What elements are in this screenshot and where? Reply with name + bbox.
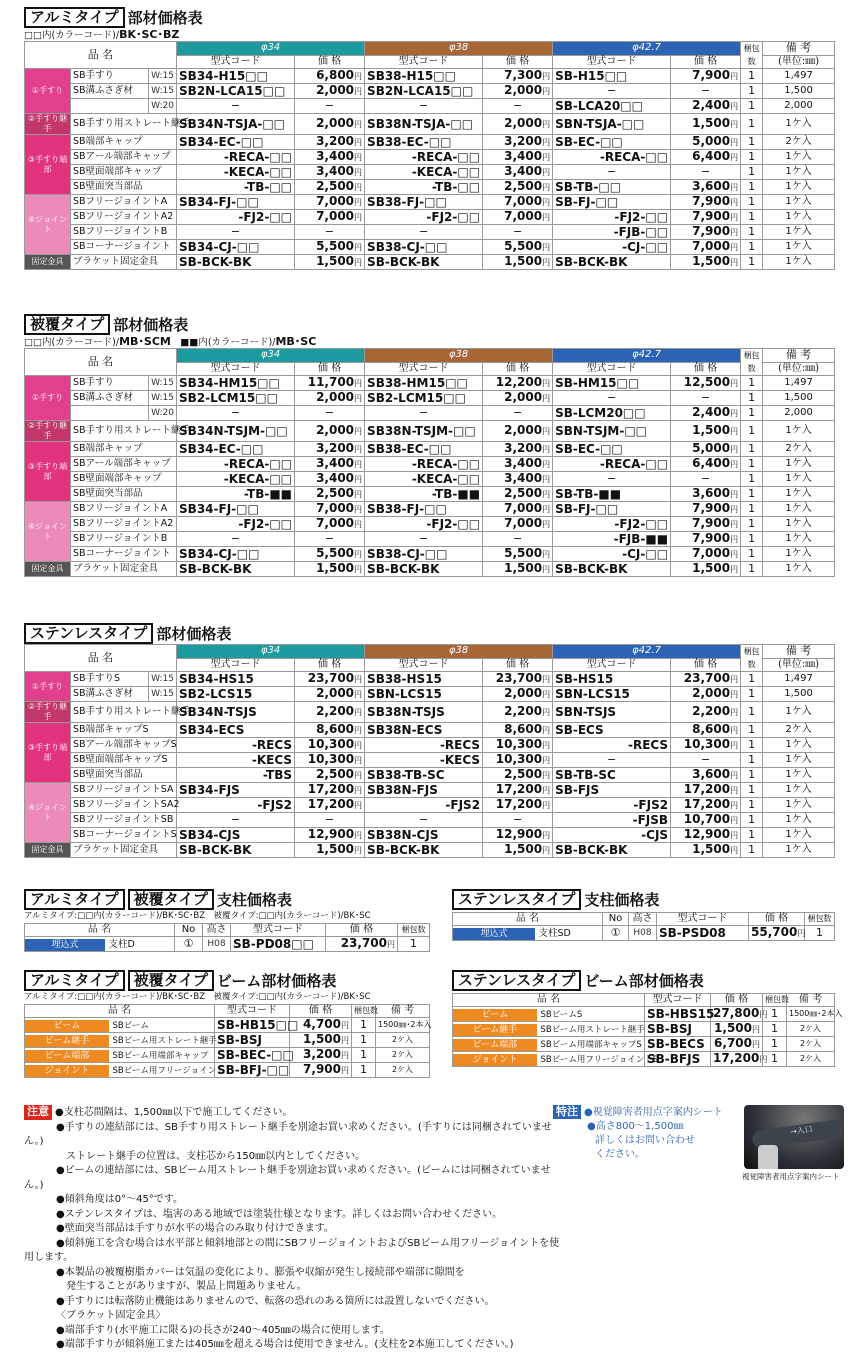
beam-s-section xyxy=(452,969,843,1067)
table-row: SB溝ふさぎ材 W:15 SB2N-LCA15□□ 2,000円 SB2N-LCA15□□ 2,000円 − − 1 1,500 xyxy=(25,84,835,99)
group-label: ①手すり xyxy=(25,376,71,421)
table-row: ビーム端部 SBビーム用端部キャップS SB-BECS 6,700円 1 2ケ入 xyxy=(453,1037,835,1052)
type-tag: ビーム継手 xyxy=(25,1035,109,1047)
table-row: ビーム継手 SBビーム用ストレート継手 SB-BSJ 1,500円 1 2ケ入 xyxy=(25,1033,430,1048)
photo-caption: 視覚障害者用点字案内シート xyxy=(742,1172,840,1181)
table-row: ①手すり SB手すり W:15 SB34-H15□□ 6,800円 SB38-H15□□ 7,300円 SB-H15□□ 7,900円 1 1,497 xyxy=(25,69,835,84)
notes-list xyxy=(24,1105,564,1353)
section-heading: 被覆タイプ 部材価格表 xyxy=(24,313,834,335)
group-label: ②手すり継手 xyxy=(25,421,71,442)
section-heading: アルミタイプ 部材価格表 xyxy=(24,6,834,28)
table-row: SB溝ふさぎ材 W:15 SB2-LCS15 2,000円 SBN-LCS15 2,000円 SBN-LCS15 2,000円 1 1,500 xyxy=(25,687,835,702)
table-row: ④ジョイント SBフリージョイントA SB34-FJ-□□ 7,000円 SB38-FJ-□□ 7,000円 SB-FJ-□□ 7,900円 1 1ケ入 xyxy=(25,195,835,210)
group-label: ③手すり端部 xyxy=(25,135,71,195)
type-tag: ビーム継手 xyxy=(453,1024,537,1036)
alu-section xyxy=(24,6,834,270)
note-line: ●本製品の被覆樹脂カバーは気温の変化により、膨張や収縮が発生し接続部や端部に隙間を xyxy=(56,1266,465,1278)
type-tag: ビーム端部 xyxy=(25,1050,109,1062)
note-line: 注意 ●支柱芯間隔は、1,500㎜以下で施工してください。 xyxy=(24,1105,564,1121)
special-order-box: 特注 ●視覚障害者用点字案内シート ●高さ800〜1,500㎜ 詳しくはお問い合わせ ください。 xyxy=(553,1105,728,1162)
table-row: SBフリージョイントB − − − − -FJB-■■ 7,900円 1 1ケ入 xyxy=(25,532,835,547)
table-row: 固定金具 ブラケット固定金具 SB-BCK-BK 1,500円 SB-BCK-BK 1,500円 SB-BCK-BK 1,500円 1 1ケ入 xyxy=(25,562,835,577)
type-tag: 埋込式 xyxy=(25,939,105,951)
post-s-section xyxy=(452,888,834,941)
table-row: 固定金具 ブラケット固定金具 SB-BCK-BK 1,500円 SB-BCK-BK 1,500円 SB-BCK-BK 1,500円 1 1ケ入 xyxy=(25,843,835,858)
group-label: ③手すり端部 xyxy=(25,442,71,502)
group-label: ②手すり継手 xyxy=(25,702,71,723)
price-table: 品 名 φ34 φ38 φ42.7 梱包数 備 考 型式コード 価 格 型式コード 価 格 型式コード 価 格 (単位:㎜) ①手すり SB手すり W:15 SB34-H15□□ 6,800円 SB38-H15□□ 7,300円 SB-H15□□ 7,900円 1 1,497 SB溝ふさぎ材 W:15 SB2N-LCA15□□ 2,000円 SB2N-LCA15□□ 2,000円 − − 1 1,500 W:20 − − − − SB-LCA20□□ 2,400円 1 2,000 ②手すり継手 SB手すり用ストレート継手 SB34N-TSJA-□□ 2,000円 SB38N-TSJA-□□ 2,000円 SBN-TSJA-□□ 1,500円 1 1ケ入 ③手すり端部 SB端部キャップ SB34-EC-□□ 3,200円 SB38-EC-□□ 3,200円 SB-EC-□□ 5,000円 1 2ケ入 SBアール端部キャップ -RECA-□□ 3,400円 -RECA-□□ 3,400円 -RECA-□□ 6,400円 1 1ケ入 SB壁面端部キャップ -KECA-□□ 3,400円 -KECA-□□ 3,400円 − − 1 1ケ入 SB壁面突当部品 -TB-□□ 2,500円 -TB-□□ 2,500円 SB-TB-□□ 3,600円 1 1ケ入 ④ジョイント SBフリージョイントA SB34-FJ-□□ 7,000円 SB38-FJ-□□ 7,000円 SB-FJ-□□ 7,900円 1 1ケ入 SBフリージョイントA2 -FJ2-□□ 7,000円 -FJ2-□□ 7,000円 -FJ2-□□ 7,900円 1 1ケ入 SBフリージョイントB − − − − -FJB-□□ 7,900円 1 1ケ入 SBコーナージョイント SB34-CJ-□□ 5,500円 SB38-CJ-□□ 5,500円 -CJ-□□ 7,000円 1 1ケ入 固定金具 ブラケット固定金具 SB-BCK-BK 1,500円 SB-BCK-BK 1,500円 SB-BCK-BK 1,500円 1 1ケ入 xyxy=(24,41,835,270)
section-heading: ステンレスタイプ 部材価格表 xyxy=(24,622,834,644)
table-row: ジョイント SBビーム用フリージョイント SB-BFJ-□□ 7,900円 1 2ケ入 xyxy=(25,1063,430,1078)
table-row: SB壁面端部キャップS -KECS 10,300円 -KECS 10,300円 − − 1 1ケ入 xyxy=(25,753,835,768)
note-line: ●ビームの連結部には、SBビーム用ストレート継手を別途お買い求めください。(ビームには同梱されていません。) xyxy=(24,1165,551,1191)
table-row: ④ジョイント SBフリージョイントSA SB34-FJS 17,200円 SB38N-FJS 17,200円 SB-FJS 17,200円 1 1ケ入 xyxy=(25,783,835,798)
table-row: ①手すり SB手すりS W:15 SB34-HS15 23,700円 SB38-HS15 23,700円 SB-HS15 23,700円 1 1,497 xyxy=(25,672,835,687)
table-row: SB壁面突当部品 -TBS 2,500円 SB38-TB-SC 2,500円 SB-TB-SC 3,600円 1 1ケ入 xyxy=(25,768,835,783)
note-line: ●端部手すり(水平施工に限る)の長さが240〜405㎜の場合に使用します。 xyxy=(56,1324,390,1336)
braille-sheet-photo xyxy=(744,1105,844,1169)
table-row: W:20 − − − − SB-LCM20□□ 2,400円 1 2,000 xyxy=(25,406,835,421)
table-row: W:20 − − − − SB-LCA20□□ 2,400円 1 2,000 xyxy=(25,99,835,114)
beam-table: 品 名 型式コード 価 格 梱包数 備 考 ビーム SBビーム SB-HB15□□ 4,700円 1 1500㎜･2本入 ビーム継手 SBビーム用ストレート継手 SB-BSJ 1,500円 1 2ケ入 ビーム端部 SBビーム用端部キャップ SB-BEC-□□ 3,200円 1 2ケ入 ジョイント SBビーム用フリージョイント SB-BFJ-□□ 7,900円 1 2ケ入 xyxy=(24,1004,430,1078)
cov-section xyxy=(24,313,834,577)
table-row: SB壁面端部キャップ -KECA-□□ 3,400円 -KECA-□□ 3,400円 − − 1 1ケ入 xyxy=(25,165,835,180)
notes-box xyxy=(24,1105,564,1353)
post-table: 品 名 No 高さ 型式コード 価 格 梱包数 埋込式 支柱SD ① H08 SB-PSD08 55,700円 1 xyxy=(452,912,835,941)
note-line: ストレート継手の位置は、支柱芯から150㎜以内としてください。 xyxy=(56,1150,366,1162)
table-row: SB壁面突当部品 -TB-□□ 2,500円 -TB-□□ 2,500円 SB-TB-□□ 3,600円 1 1ケ入 xyxy=(25,180,835,195)
group-label: 固定金具 xyxy=(25,562,71,577)
price-table: 品 名 φ34 φ38 φ42.7 梱包数 備 考 型式コード 価 格 型式コード 価 格 型式コード 価 格 (単位:㎜) ①手すり SB手すりS W:15 SB34-HS15 23,700円 SB38-HS15 23,700円 SB-HS15 23,700円 1 1,497 SB溝ふさぎ材 W:15 SB2-LCS15 2,000円 SBN-LCS15 2,000円 SBN-LCS15 2,000円 1 1,500 ②手すり継手 SB手すり用ストレート継手 SB34N-TSJS 2,200円 SB38N-TSJS 2,200円 SBN-TSJS 2,200円 1 1ケ入 ③手すり端部 SB端部キャップS SB34-ECS 8,600円 SB38N-ECS 8,600円 SB-ECS 8,600円 1 2ケ入 SBアール端部キャップS -RECS 10,300円 -RECS 10,300円 -RECS 10,300円 1 1ケ入 SB壁面端部キャップS -KECS 10,300円 -KECS 10,300円 − − 1 1ケ入 SB壁面突当部品 -TBS 2,500円 SB38-TB-SC 2,500円 SB-TB-SC 3,600円 1 1ケ入 ④ジョイント SBフリージョイントSA SB34-FJS 17,200円 SB38N-FJS 17,200円 SB-FJS 17,200円 1 1ケ入 SBフリージョイントSA2 -FJS2 17,200円 -FJS2 17,200円 -FJS2 17,200円 1 1ケ入 SBフリージョイントSB − − − − -FJSB 10,700円 1 1ケ入 SBコーナージョイントS SB34-CJS 12,900円 SB38N-CJS 12,900円 -CJS 12,900円 1 1ケ入 固定金具 ブラケット固定金具 SB-BCK-BK 1,500円 SB-BCK-BK 1,500円 SB-BCK-BK 1,500円 1 1ケ入 xyxy=(24,644,835,858)
table-row: ②手すり継手 SB手すり用ストレート継手 SB34N-TSJS 2,200円 SB38N-TSJS 2,200円 SBN-TSJS 2,200円 1 1ケ入 xyxy=(25,702,835,723)
table-row: ジョイント SBビーム用フリージョイントS SB-BFJS 17,200円 1 2ケ入 xyxy=(453,1052,835,1067)
section-heading: アルミタイプ 被覆タイプ ビーム部材価格表 xyxy=(24,969,429,991)
note-line: ●端部手すりが傾斜施工または405㎜を超える場合は使用できません。(支柱を2本施工してください。) xyxy=(56,1339,514,1350)
table-row: SBアール端部キャップS -RECS 10,300円 -RECS 10,300円 -RECS 10,300円 1 1ケ入 xyxy=(25,738,835,753)
table-row: SBフリージョイントB − − − − -FJB-□□ 7,900円 1 1ケ入 xyxy=(25,225,835,240)
group-label: 固定金具 xyxy=(25,843,71,858)
table-row: ④ジョイント SBフリージョイントA SB34-FJ-□□ 7,000円 SB38-FJ-□□ 7,000円 SB-FJ-□□ 7,900円 1 1ケ入 xyxy=(25,502,835,517)
type-tag: ビーム xyxy=(25,1020,109,1032)
type-tag: ビーム端部 xyxy=(453,1039,537,1051)
table-row: SB溝ふさぎ材 W:15 SB2-LCM15□□ 2,000円 SB2-LCM15□□ 2,000円 − − 1 1,500 xyxy=(25,391,835,406)
table-row: SBフリージョイントA2 -FJ2-□□ 7,000円 -FJ2-□□ 7,000円 -FJ2-□□ 7,900円 1 1ケ入 xyxy=(25,517,835,532)
type-tag: ジョイント xyxy=(453,1054,537,1066)
special-label: 特注 xyxy=(553,1105,581,1119)
post-ac-section xyxy=(24,888,429,952)
group-label: ①手すり xyxy=(25,69,71,114)
type-tag: ジョイント xyxy=(25,1065,109,1077)
table-row: ①手すり SB手すり W:15 SB34-HM15□□ 11,700円 SB38-HM15□□ 12,200円 SB-HM15□□ 12,500円 1 1,497 xyxy=(25,376,835,391)
note-line: ●手すりの連結部には、SB手すり用ストレート継手を別途お買い求めください。(手すりには同梱されていません。) xyxy=(24,1121,552,1147)
table-row: ③手すり端部 SB端部キャップ SB34-EC-□□ 3,200円 SB38-EC-□□ 3,200円 SB-EC-□□ 5,000円 1 2ケ入 xyxy=(25,135,835,150)
color-code-note: □□内(カラーコード)/MB･SCM ■■内(カラーコード)/MB･SC xyxy=(24,335,317,348)
table-row: SBフリージョイントSB − − − − -FJSB 10,700円 1 1ケ入 xyxy=(25,813,835,828)
group-label: ②手すり継手 xyxy=(25,114,71,135)
table-row: SBフリージョイントA2 -FJ2-□□ 7,000円 -FJ2-□□ 7,000円 -FJ2-□□ 7,900円 1 1ケ入 xyxy=(25,210,835,225)
note-line: 発生することがありますが、製品上問題ありません。 xyxy=(56,1281,307,1292)
table-row: ビーム SBビームS SB-HBS15 27,800円 1 1500㎜･2本入 xyxy=(453,1007,835,1022)
color-code-note: アルミタイプ:□□内(カラーコード)/BK･SC･BZ 被覆タイプ:□□内(カラーコード)/BK･SC xyxy=(24,911,371,921)
table-row: SBコーナージョイントS SB34-CJS 12,900円 SB38N-CJS 12,900円 -CJS 12,900円 1 1ケ入 xyxy=(25,828,835,843)
table-row: SBコーナージョイント SB34-CJ-□□ 5,500円 SB38-CJ-□□ 5,500円 -CJ-□□ 7,000円 1 1ケ入 xyxy=(25,240,835,255)
table-row: SBアール端部キャップ -RECA-□□ 3,400円 -RECA-□□ 3,400円 -RECA-□□ 6,400円 1 1ケ入 xyxy=(25,150,835,165)
group-label: ④ジョイント xyxy=(25,783,71,843)
beam-ac-section xyxy=(24,969,432,1078)
section-heading: ステンレスタイプ 支柱価格表 xyxy=(452,888,834,910)
table-row: ビーム SBビーム SB-HB15□□ 4,700円 1 1500㎜･2本入 xyxy=(25,1018,430,1033)
type-tag: 埋込式 xyxy=(453,928,535,940)
section-heading: ステンレスタイプ ビーム部材価格表 xyxy=(452,969,834,991)
beam-table: 品 名 型式コード 価 格 梱包数 備 考 ビーム SBビームS SB-HBS15 27,800円 1 1500㎜･2本入 ビーム継手 SBビーム用ストレート継手 SB-BSJ 1,500円 1 2ケ入 ビーム端部 SBビーム用端部キャップS SB-BECS 6,700円 1 2ケ入 ジョイント SBビーム用フリージョイントS SB-BFJS 17,200円 1 2ケ入 xyxy=(452,993,835,1067)
price-table: 品 名 φ34 φ38 φ42.7 梱包数 備 考 型式コード 価 格 型式コード 価 格 型式コード 価 格 (単位:㎜) ①手すり SB手すり W:15 SB34-HM15□□ 11,700円 SB38-HM15□□ 12,200円 SB-HM15□□ 12,500円 1 1,497 SB溝ふさぎ材 W:15 SB2-LCM15□□ 2,000円 SB2-LCM15□□ 2,000円 − − 1 1,500 W:20 − − − − SB-LCM20□□ 2,400円 1 2,000 ②手すり継手 SB手すり用ストレート継手 SB34N-TSJM-□□ 2,000円 SB38N-TSJM-□□ 2,000円 SBN-TSJM-□□ 1,500円 1 1ケ入 ③手すり端部 SB端部キャップ SB34-EC-□□ 3,200円 SB38-EC-□□ 3,200円 SB-EC-□□ 5,000円 1 2ケ入 SBアール端部キャップ -RECA-□□ 3,400円 -RECA-□□ 3,400円 -RECA-□□ 6,400円 1 1ケ入 SB壁面端部キャップ -KECA-□□ 3,400円 -KECA-□□ 3,400円 − − 1 1ケ入 SB壁面突当部品 -TB-■■ 2,500円 -TB-■■ 2,500円 SB-TB-■■ 3,600円 1 1ケ入 ④ジョイント SBフリージョイントA SB34-FJ-□□ 7,000円 SB38-FJ-□□ 7,000円 SB-FJ-□□ 7,900円 1 1ケ入 SBフリージョイントA2 -FJ2-□□ 7,000円 -FJ2-□□ 7,000円 -FJ2-□□ 7,900円 1 1ケ入 SBフリージョイントB − − − − -FJB-■■ 7,900円 1 1ケ入 SBコーナージョイント SB34-CJ-□□ 5,500円 SB38-CJ-□□ 5,500円 -CJ-□□ 7,000円 1 1ケ入 固定金具 ブラケット固定金具 SB-BCK-BK 1,500円 SB-BCK-BK 1,500円 SB-BCK-BK 1,500円 1 1ケ入 xyxy=(24,348,835,577)
group-label: ①手すり xyxy=(25,672,71,702)
table-row: ③手すり端部 SB端部キャップ SB34-EC-□□ 3,200円 SB38-EC-□□ 3,200円 SB-EC-□□ 5,000円 1 2ケ入 xyxy=(25,442,835,457)
table-row: ビーム継手 SBビーム用ストレート継手 SB-BSJ 1,500円 1 2ケ入 xyxy=(453,1022,835,1037)
table-row: ②手すり継手 SB手すり用ストレート継手 SB34N-TSJM-□□ 2,000円 SB38N-TSJM-□□ 2,000円 SBN-TSJM-□□ 1,500円 1 1ケ入 xyxy=(25,421,835,442)
note-line: ●ステンレスタイプは、塩害のある地域では塗装仕様となります。詳しくはお問い合わせください。 xyxy=(56,1208,503,1220)
type-tag: ビーム xyxy=(453,1009,537,1021)
note-line: ●壁面突当部品は手すりが水平の場合のみ取り付けできます。 xyxy=(56,1223,334,1234)
section-heading: アルミタイプ 被覆タイプ 支柱価格表 xyxy=(24,888,429,910)
sus-section xyxy=(24,622,834,858)
table-row: ビーム端部 SBビーム用端部キャップ SB-BEC-□□ 3,200円 1 2ケ入 xyxy=(25,1048,430,1063)
note-line: ●傾斜角度は0°〜45°です。 xyxy=(56,1194,184,1205)
table-row: 固定金具 ブラケット固定金具 SB-BCK-BK 1,500円 SB-BCK-BK 1,500円 SB-BCK-BK 1,500円 1 1ケ入 xyxy=(25,255,835,270)
note-line: 〈ブラケット固定金具〉 xyxy=(56,1310,166,1321)
table-row: SBフリージョイントSA2 -FJS2 17,200円 -FJS2 17,200円 -FJS2 17,200円 1 1ケ入 xyxy=(25,798,835,813)
group-label: ③手すり端部 xyxy=(25,723,71,783)
note-line: ●傾斜施工を含む場合は水平部と傾斜地部との間にSBフリージョイントおよびSBビーム用フリージョイントを使用します。 xyxy=(24,1237,560,1263)
table-row: SBアール端部キャップ -RECA-□□ 3,400円 -RECA-□□ 3,400円 -RECA-□□ 6,400円 1 1ケ入 xyxy=(25,457,835,472)
post-table: 品 名 No 高さ 型式コード 価 格 梱包数 埋込式 支柱D ① H08 SB-PD08□□ 23,700円 1 xyxy=(24,923,430,952)
photo-text: →入口 xyxy=(789,1124,814,1137)
table-row: SB壁面突当部品 -TB-■■ 2,500円 -TB-■■ 2,500円 SB-TB-■■ 3,600円 1 1ケ入 xyxy=(25,487,835,502)
group-label: ④ジョイント xyxy=(25,502,71,562)
table-row: ②手すり継手 SB手すり用ストレート継手 SB34N-TSJA-□□ 2,000円 SB38N-TSJA-□□ 2,000円 SBN-TSJA-□□ 1,500円 1 1ケ入 xyxy=(25,114,835,135)
table-row: SBコーナージョイント SB34-CJ-□□ 5,500円 SB38-CJ-□□ 5,500円 -CJ-□□ 7,000円 1 1ケ入 xyxy=(25,547,835,562)
color-code-note: □□内(カラーコード)/BK･SC･BZ xyxy=(24,28,180,41)
color-code-note: アルミタイプ:□□内(カラーコード)/BK･SC･BZ 被覆タイプ:□□内(カラーコード)/BK･SC xyxy=(24,992,371,1002)
table-row: ③手すり端部 SB端部キャップS SB34-ECS 8,600円 SB38N-ECS 8,600円 SB-ECS 8,600円 1 2ケ入 xyxy=(25,723,835,738)
table-row: SB壁面端部キャップ -KECA-□□ 3,400円 -KECA-□□ 3,400円 − − 1 1ケ入 xyxy=(25,472,835,487)
note-line: ●手すりには転落防止機能はありませんので、転落の恐れのある箇所には設置しないでください。 xyxy=(56,1295,495,1307)
group-label: 固定金具 xyxy=(25,255,71,270)
group-label: ④ジョイント xyxy=(25,195,71,255)
